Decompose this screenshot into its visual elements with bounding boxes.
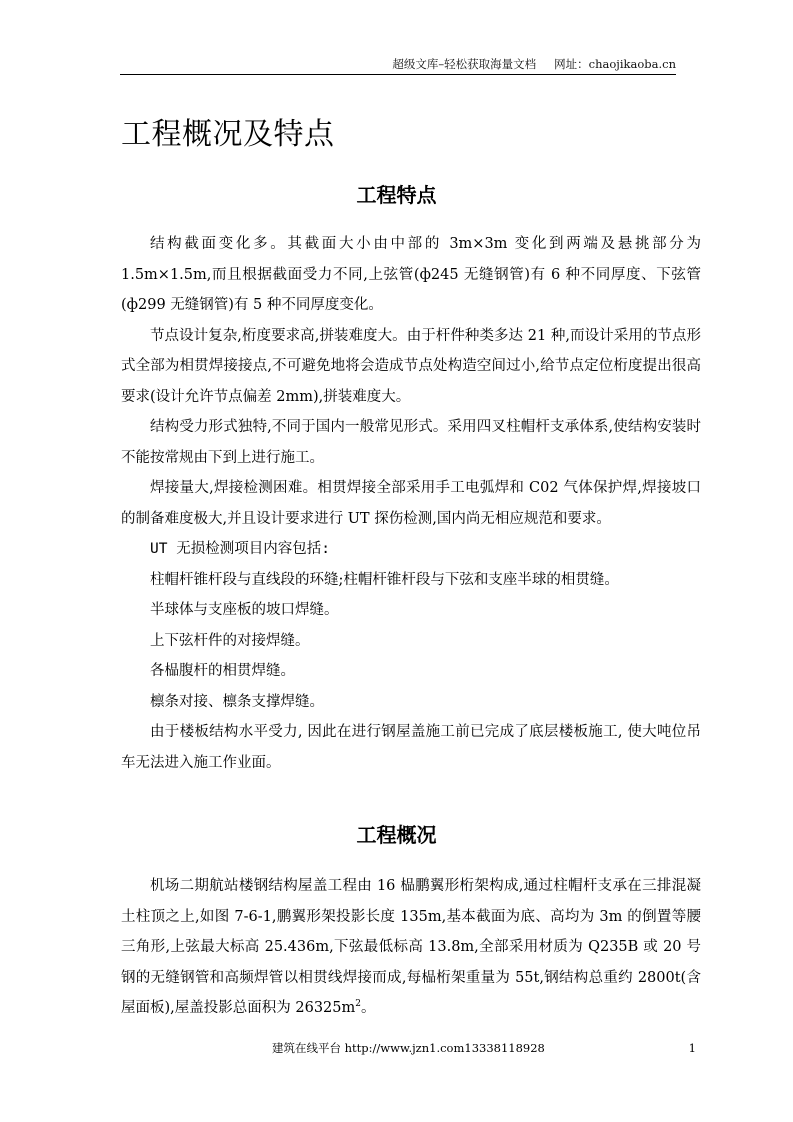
ut-list-intro: UT 无损检测项目内容包括: bbox=[150, 541, 330, 557]
paragraph-load-form: 结构受力形式独特,不同于国内一般常见形式。采用四叉柱帽杆支承体系,使结构安装时不能按常规由下到上进行施工。 bbox=[121, 419, 701, 466]
section-heading-overview: 工程概况 bbox=[356, 823, 437, 847]
ut-list-item: 各榀腹杆的相贯焊缝。 bbox=[150, 663, 295, 679]
paragraph-welding: 焊接量大,焊接检测困难。相贯焊接全部采用手工电弧焊和 C02 气体保护焊,焊接坡口的制备难度极大,并且设计要求进行 UT 探伤检测,国内尚无相应规范和要求。 bbox=[121, 480, 701, 527]
page-number: 1 bbox=[688, 1041, 696, 1055]
paragraph-project-overview bbox=[121, 871, 701, 1024]
page-header bbox=[120, 56, 676, 75]
section-heading-features: 工程特点 bbox=[356, 183, 437, 207]
header-site-name: 超级文库–轻松获取海量文档 bbox=[392, 57, 537, 71]
paragraph-node-design: 节点设计复杂,桁度要求高,拼装难度大。由于杆件种类多达 21 种,而设计采用的节点形式全部为相贯焊接接点,不可避免地将会造成节点处构造空间过小,给节点定位桁度提出很高要求(设计允许节点偏差 2mm),拼装难度大。 bbox=[121, 327, 701, 405]
header-site-url: 网址：chaojikaoba.cn bbox=[554, 57, 676, 71]
paragraph-section-variation: 结构截面变化多。其截面大小由中部的 3m×3m 变化到两端及悬挑部分为 1.5m×1.5m,而且根据截面受力不同,上弦管(ф245 无缝钢管)有 6 种不同厚度、下弦管(ф299 无缝钢管)有 5 种不同厚度变化。 bbox=[121, 236, 701, 313]
ut-list-item: 半球体与支座板的坡口焊缝。 bbox=[150, 602, 339, 618]
document-title: 工程概况及特点 bbox=[121, 117, 335, 152]
ut-list-item: 檩条对接、檩条支撑焊缝。 bbox=[150, 693, 324, 710]
area-superscript: 2 bbox=[355, 999, 361, 1010]
ut-list-item: 柱帽杆锥杆段与直线段的环缝;柱帽杆锥杆段与下弦和支座半球的相贯缝。 bbox=[150, 571, 619, 588]
overview-end: 。 bbox=[361, 1000, 376, 1016]
features-body bbox=[121, 229, 701, 778]
footer-text: 建筑在线平台 http://www.jzn1.com13338118928 bbox=[272, 1041, 545, 1055]
overview-body bbox=[121, 871, 701, 1024]
ut-list-item: 上下弦杆件的对接焊缝。 bbox=[150, 632, 310, 649]
overview-text: 机场二期航站楼钢结构屋盖工程由 16 榀鹏翼形桁架构成,通过柱帽杆支承在三排混凝土柱顶之上,如图 7-6-1,鹏翼形架投影长度 135m,基本截面为底、高均为 3m 的倒置等腰三角形,上弦最大标高 25.436m,下弦最低标高 13.8m,全部采用材质为 Q235B 或 20 号钢的无缝钢管和高频焊管以相贯线焊接而成,每榀桁架重量为 55t,钢结构总重约 2800t(含屋面板),屋盖投影总面积为 26325m bbox=[121, 878, 701, 1016]
paragraph-closing: 由于楼板结构水平受力, 因此在进行钢屋盖施工前已完成了底层楼板施工, 使大吨位吊车无法进入施工作业面。 bbox=[121, 724, 701, 771]
